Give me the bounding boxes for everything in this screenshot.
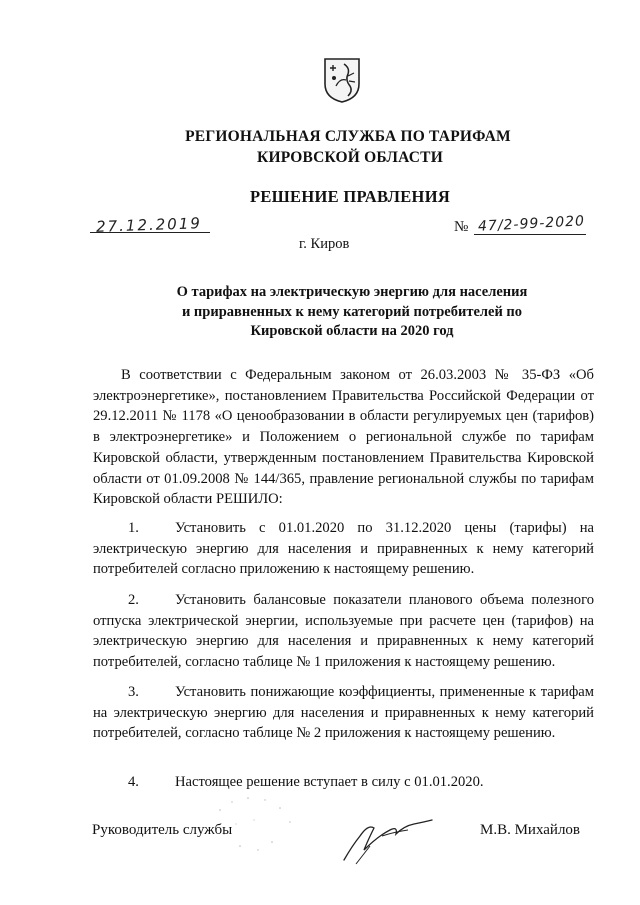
decision-item — [93, 772, 594, 793]
org-name-line2: КИРОВСКОЙ ОБЛАСТИ — [257, 149, 443, 166]
item-text: Установить понижающие коэффициенты, примененные к тарифам на электрическую энергию для населения и приравненных к нему категорий потребителей, согласно таблице № 2 приложения к настоящему решению. — [93, 684, 594, 742]
item-text: Настоящее решение вступает в силу с 01.01.2020. — [175, 774, 484, 790]
document-type-title: РЕШЕНИЕ ПРАВЛЕНИЯ — [249, 187, 451, 206]
number-underline — [474, 234, 586, 235]
handwritten-document-number: 47/2-99-2020 — [477, 213, 586, 235]
item-number: 1. — [128, 520, 139, 536]
decision-item — [93, 682, 594, 744]
signer-name: М.В. Михайлов — [480, 822, 581, 838]
item-text: Установить балансовые показатели планового объема полезного отпуска электрической энергии, используемые при расчете цен (тарифов) на электрическую энергию для населения и приравненных к нему категорий потребителей, согласно таблице № 1 приложения к настоящему решению. — [93, 592, 594, 671]
handwritten-date: 27.12.2019 — [95, 214, 203, 236]
decision-item — [93, 518, 594, 580]
signer-role: Руководитель службы — [92, 822, 233, 838]
subject-line3: Кировской области на 2020 год — [250, 323, 454, 339]
date-underline — [90, 232, 210, 233]
coat-of-arms-emblem — [322, 56, 362, 104]
number-prefix: № — [454, 219, 469, 235]
decision-item — [93, 590, 594, 673]
item-number: 3. — [128, 684, 139, 700]
preamble-paragraph: В соответствии с Федеральным законом от 26.03.2003 № 35-ФЗ «Об электроэнергетике», постановлением Правительства Российской Федерации от 29.12.2011 № 1178 «О ценообразовании в области регулируемых цен (тарифов) в электроэнергетике» и Положением о региональной службе по тарифам Кировской области, утвержденным постановлением Правительства Кировской области от 01.09.2008 № 144/365, правление региональной службы по тарифам Кировской области РЕШИЛО: — [93, 367, 594, 508]
city-label: г. Киров — [299, 236, 350, 252]
item-text: Установить с 01.01.2020 по 31.12.2020 цены (тарифы) на электрическую энергию для населения и приравненных к нему категорий потребителей согласно приложению к настоящему решению. — [93, 520, 594, 578]
item-number: 4. — [128, 774, 139, 790]
subject-line1: О тарифах на электрическую энергию для населения — [176, 284, 528, 300]
item-number: 2. — [128, 592, 139, 608]
subject-line2: и приравненных к нему категорий потребителей по — [181, 303, 523, 320]
handwritten-signature — [338, 806, 448, 866]
document-subject — [150, 283, 554, 342]
org-name-line1: РЕГИОНАЛЬНАЯ СЛУЖБА ПО ТАРИФАМ — [185, 128, 511, 145]
